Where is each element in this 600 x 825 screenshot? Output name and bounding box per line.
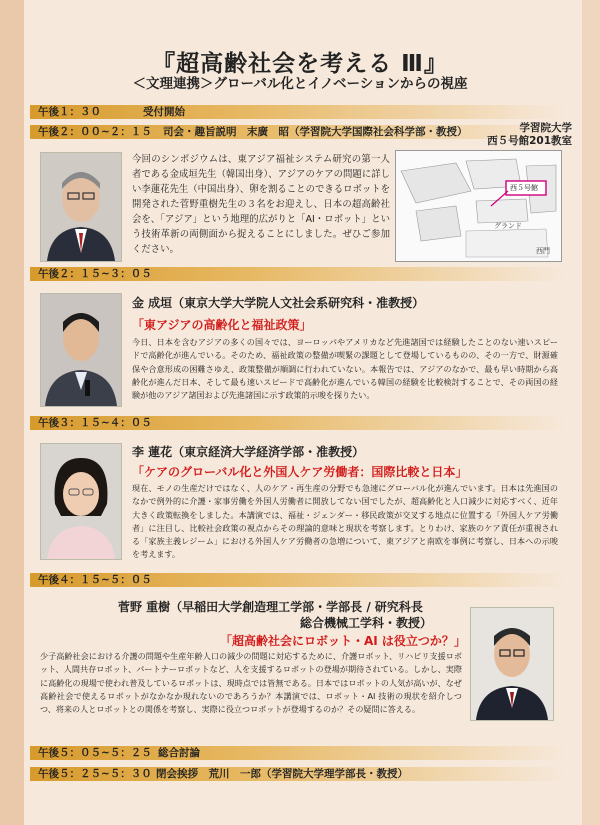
venue-name: 学習院大学 [519, 122, 572, 134]
talk-abstract: 現在、モノの生産だけではなく、人のケア・再生産の分野でも急速にグローバル化が進んでいます。日本は先進国のなかで例外的に介護・家事労働を外国人労働者に開放してない国でしたが、超高齢化と人口減少に対応すべく、近年大きく政策転換をしました。本講演では、福祉・ジェンダー・移民政策が交叉する地点に位置する「外国人ケア労働者」に注目し、比較社会政策の視点からその理論的意味と現状を考察します。とりわけ、家族のケア責任が重視される「家族主義レジーム」における外国人ケア労働者の急増について、東アジアと南欧を事例に考察し、日本への示唆を考えます。 [132, 483, 558, 560]
speaker-photo-kim [40, 293, 122, 407]
portrait-image [471, 608, 553, 720]
schedule-row [30, 573, 565, 587]
schedule-text: 受付開始 [143, 106, 185, 118]
schedule-time: 午後４：１５~５：０５ [38, 574, 152, 586]
schedule-text: 閉会挨拶 荒川 一郎（学習院大学理学部長・教授） [156, 768, 408, 780]
talk-title: 「東アジアの高齢化と福祉政策」 [132, 318, 312, 332]
schedule-time: 午後５：０５~５：２５ [38, 747, 152, 759]
schedule-time: 午後５：２５~５：３０ [38, 768, 152, 780]
speaker-photo-lee [40, 443, 122, 560]
portrait-image [41, 444, 121, 559]
talk-title: 「ケアのグローバル化と外国人ケア労働者：国際比較と日本」 [132, 465, 468, 479]
map-building-label: 西５号館 [510, 184, 538, 192]
schedule-text: 司会・趣旨説明 末廣 昭（学習院大学国際社会科学部・教授） [163, 126, 468, 138]
venue-room: 西５号館201教室 [487, 135, 572, 147]
schedule-row [30, 416, 565, 430]
campus-map-drawing [396, 151, 561, 261]
schedule-time: 午後１：３０ [38, 106, 101, 118]
schedule-row [30, 746, 565, 760]
talk-abstract: 少子高齢社会における介護の問題や生産年齢人口の減少の問題に対応するために、介護ロボット、リハビリ支援ロボット、人間共存ロボット、パートナーロボットなど、人を支援するロボットの登場が期待されている。しかし、実際に高齢化の現場で使われ普及しているロボットは、現時点では皆無である。日本ではロボットの人気が高いが、なぜ高齢社会で使えるロボットがなかなか現れないのであろうか？本講演では、ロボット・AI 技術の現状を紹介しつつ、将来の人とロボットとの関係を考察し、実際に役立つロボットが登場するのか？その疑問に答える。 [40, 651, 462, 715]
map-ground-label: グランド [494, 222, 522, 230]
schedule-row [30, 267, 565, 281]
portrait-image [41, 153, 121, 261]
schedule-row [30, 105, 565, 119]
schedule-row [30, 767, 565, 781]
venue-label [487, 122, 572, 148]
page-title: 『超高齢社会を考える Ⅲ』 [152, 51, 448, 77]
speaker-photo-suehiro [40, 152, 122, 262]
intro-text: 今回のシンポジウムは、東アジア福祉システム研究の第一人者である金成垣先生（韓国出身）、アジアのケアの問題に詳しい李蓮花先生（中国出身）、卵を割ることのできるロボットを開発された菅野重樹先生の３名をお迎えし、日本の超高齢社会を、「アジア」という地理的広がりと「AI・ロボット」という技術革新の両側面から捉えることにしました。ぜひご参加ください。 [132, 154, 390, 255]
speaker-name: 李 蓮花（東京経済大学経済学部・准教授） [132, 445, 365, 459]
campus-map [395, 150, 562, 262]
talk-abstract: 今日、日本を含むアジアの多くの国々では、ヨーロッパやアメリカなど先進諸国では経験したことのない速いスピードで高齢化が進んでいる。そのため、福祉政策の整備が喫緊の課題として登場しているものの、その一方で、財源確保や合意形成の困難さゆえ、政策整備が順調に行われていない。本報告では、アジアのなかで、最も早い時期から高齢化が進んだ日本、そして最も速いスピードで高齢化が進んでいる韓国の経験を比較検討することで、その両国の経験が他のアジア諸国および先進諸国に示す政策的示唆を探りたい。 [132, 337, 558, 401]
map-gate-label: 西門 [536, 247, 550, 255]
schedule-time: 午後２：１５~３：０５ [38, 268, 152, 280]
schedule-time: 午後３：１５~４：０５ [38, 417, 152, 429]
schedule-row [30, 125, 565, 139]
left-decor-stripe [0, 0, 24, 825]
schedule-time: 午後２：００~２：１５ [38, 126, 152, 138]
speaker-affiliation: 総合機械工学科・教授） [300, 616, 433, 630]
schedule-text: 総合討論 [158, 747, 200, 759]
page-subtitle: ＜文理連携＞グローバル化とイノベーションからの視座 [132, 76, 468, 92]
speaker-name: 金 成垣（東京大学大学院人文社会系研究科・准教授） [132, 296, 425, 310]
right-decor-stripe [582, 0, 600, 825]
speaker-photo-sugano [470, 607, 554, 721]
speaker-name: 菅野 重樹（早稲田大学創造理工学部・学部長 / 研究科長 [118, 600, 423, 614]
talk-title: 「超高齢社会にロボット・AI は役立つか？」 [220, 634, 466, 648]
portrait-image [41, 294, 121, 406]
